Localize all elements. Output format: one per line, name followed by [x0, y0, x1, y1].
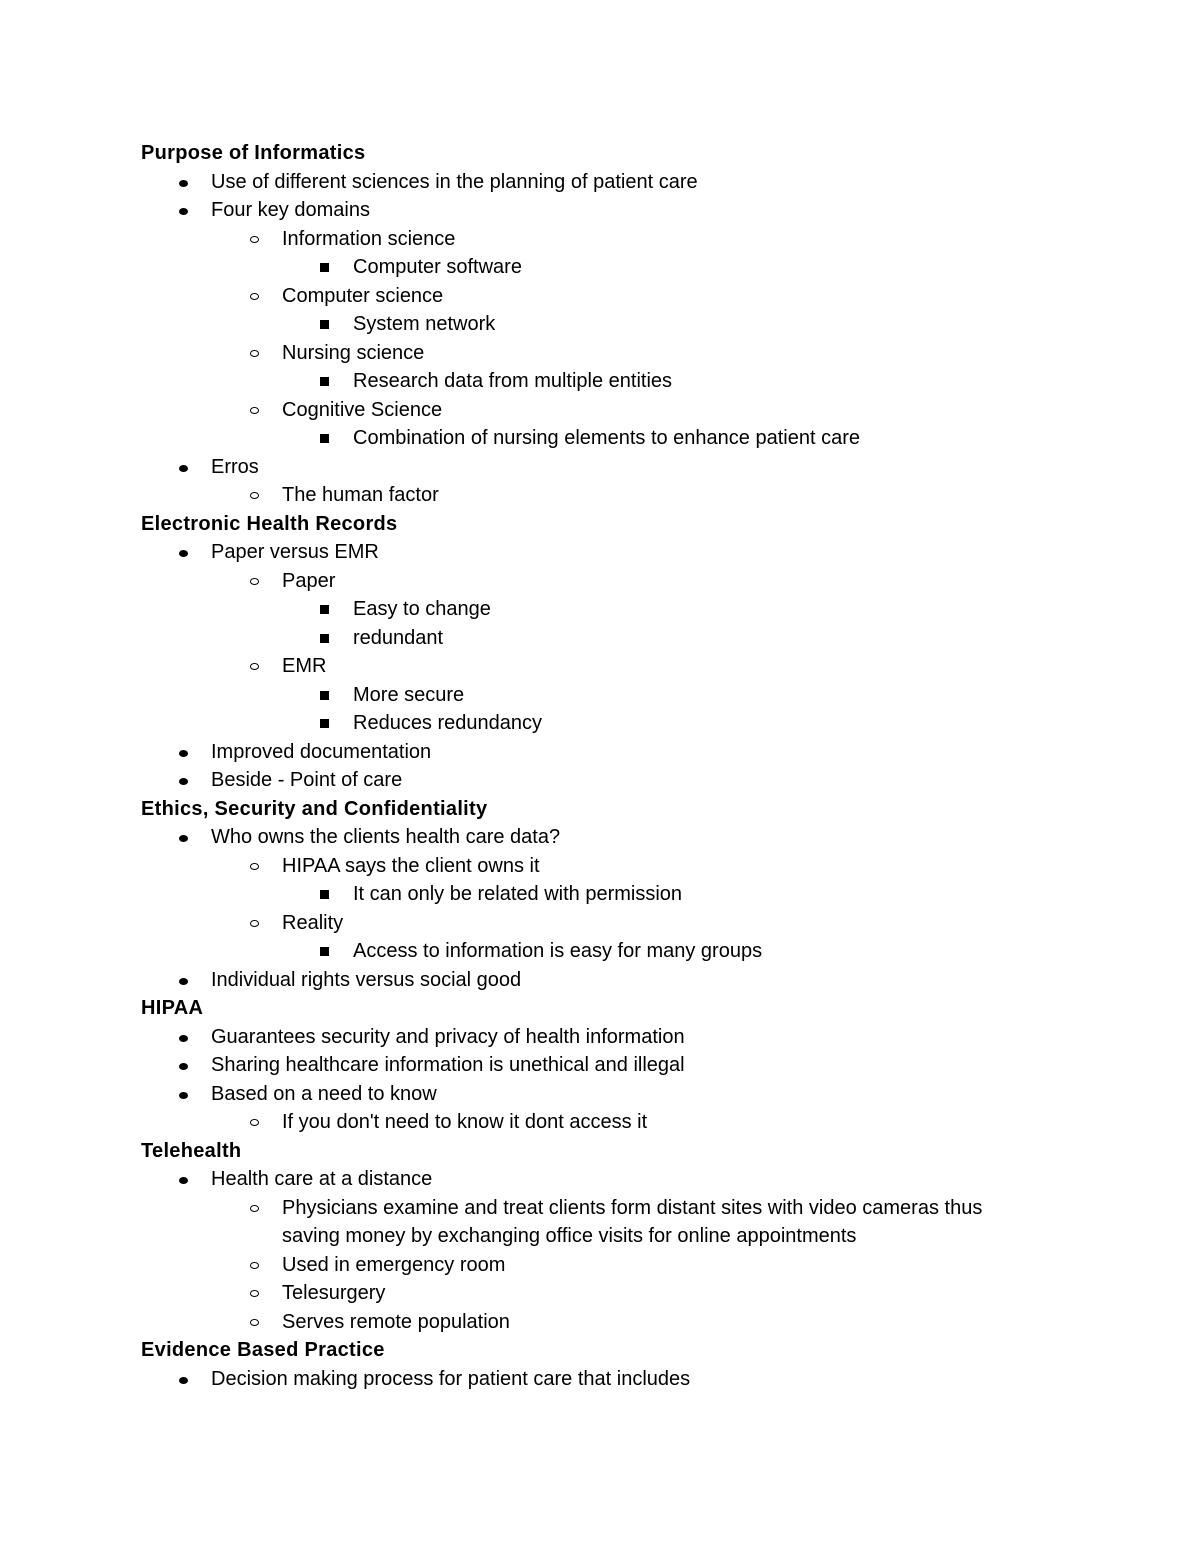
list-item-text: Serves remote population	[282, 1310, 510, 1333]
hollow-circle-bullet-icon	[250, 1262, 259, 1269]
square-bullet-icon	[320, 605, 329, 614]
list-item-text: Reality	[282, 911, 344, 934]
filled-circle-bullet-icon	[179, 1177, 188, 1184]
square-bullet-icon	[320, 947, 329, 956]
hollow-circle-bullet-icon	[250, 920, 259, 927]
list-item-text: Paper	[282, 569, 336, 592]
list-item-text: Information science	[282, 227, 456, 250]
section-heading: Evidence Based Practice	[141, 1339, 385, 1361]
list-item-text: The human factor	[282, 484, 439, 506]
hollow-circle-bullet-icon	[250, 293, 259, 300]
section-heading: Purpose of Informatics	[141, 142, 366, 164]
hollow-circle-bullet-icon	[250, 350, 259, 357]
hollow-circle-bullet-icon	[250, 863, 259, 870]
square-bullet-icon	[320, 263, 329, 272]
list-item-text: Reduces redundancy	[353, 712, 543, 734]
square-bullet-icon	[320, 691, 329, 700]
filled-circle-bullet-icon	[179, 1092, 188, 1099]
square-bullet-icon	[320, 890, 329, 899]
list-item-text: It can only be related with permission	[353, 883, 683, 905]
list-item-text: Research data from multiple entities	[353, 370, 673, 392]
list-item-text: If you don't need to know it dont access it	[282, 1111, 648, 1133]
filled-circle-bullet-icon	[179, 835, 188, 842]
list-item-text: Beside - Point of care	[211, 769, 403, 791]
list-item-text: Who owns the clients health care data?	[211, 826, 561, 848]
section-heading: Ethics, Security and Confidentiality	[141, 797, 488, 820]
list-item-text: saving money by exchanging office visits for online appointments	[282, 1225, 857, 1247]
list-item-text: Combination of nursing elements to enhance patient care	[353, 427, 860, 449]
list-item-text: Improved documentation	[211, 740, 432, 763]
filled-circle-bullet-icon	[179, 750, 188, 757]
list-item-text: Use of different sciences in the planning of patient care	[211, 170, 698, 193]
square-bullet-icon	[320, 719, 329, 728]
section-heading: HIPAA	[141, 997, 204, 1019]
list-item-text: Telesurgery	[282, 1282, 386, 1304]
hollow-circle-bullet-icon	[250, 663, 259, 670]
filled-circle-bullet-icon	[179, 208, 188, 215]
square-bullet-icon	[320, 377, 329, 386]
filled-circle-bullet-icon	[179, 1035, 188, 1042]
filled-circle-bullet-icon	[179, 465, 188, 472]
hollow-circle-bullet-icon	[250, 1205, 259, 1212]
list-item-text: Health care at a distance	[211, 1168, 433, 1190]
list-item-text: Used in emergency room	[282, 1253, 506, 1276]
list-item-text: Erros	[211, 455, 259, 478]
hollow-circle-bullet-icon	[250, 578, 259, 585]
list-item-text: Decision making process for patient care that includes	[211, 1367, 691, 1390]
list-item-text: Access to information is easy for many groups	[353, 940, 763, 962]
section-heading: Electronic Health Records	[141, 512, 398, 535]
filled-circle-bullet-icon	[179, 778, 188, 785]
list-item-text: Based on a need to know	[211, 1082, 437, 1105]
list-item-text: Easy to change	[353, 598, 491, 620]
list-item-text: HIPAA says the client owns it	[282, 854, 540, 877]
filled-circle-bullet-icon	[179, 180, 188, 187]
hollow-circle-bullet-icon	[250, 492, 259, 499]
section-heading: Telehealth	[141, 1139, 242, 1162]
hollow-circle-bullet-icon	[250, 1119, 259, 1126]
list-item-text: Nursing science	[282, 341, 425, 364]
list-item-text: Guarantees security and privacy of health information	[211, 1025, 685, 1048]
filled-circle-bullet-icon	[179, 978, 188, 985]
list-item-text: Computer science	[282, 284, 444, 307]
square-bullet-icon	[320, 320, 329, 329]
list-item-text: Paper versus EMR	[211, 541, 379, 563]
hollow-circle-bullet-icon	[250, 407, 259, 414]
list-item-text: Sharing healthcare information is unethical and illegal	[211, 1054, 685, 1076]
list-item-text: Cognitive Science	[282, 398, 443, 421]
list-item-text: System network	[353, 313, 496, 335]
list-item-text: Physicians examine and treat clients form distant sites with video cameras thus	[282, 1196, 983, 1219]
list-item-text: Computer software	[353, 256, 522, 278]
filled-circle-bullet-icon	[179, 1063, 188, 1070]
list-item-text: Four key domains	[211, 199, 370, 221]
list-item-text: Individual rights versus social good	[211, 968, 522, 991]
list-item-text: EMR	[282, 655, 327, 677]
filled-circle-bullet-icon	[179, 550, 188, 557]
hollow-circle-bullet-icon	[250, 1290, 259, 1297]
hollow-circle-bullet-icon	[250, 236, 259, 243]
list-item-text: More secure	[353, 683, 465, 706]
list-item-text: redundant	[353, 626, 444, 649]
hollow-circle-bullet-icon	[250, 1319, 259, 1326]
filled-circle-bullet-icon	[179, 1377, 188, 1384]
square-bullet-icon	[320, 434, 329, 443]
square-bullet-icon	[320, 634, 329, 643]
